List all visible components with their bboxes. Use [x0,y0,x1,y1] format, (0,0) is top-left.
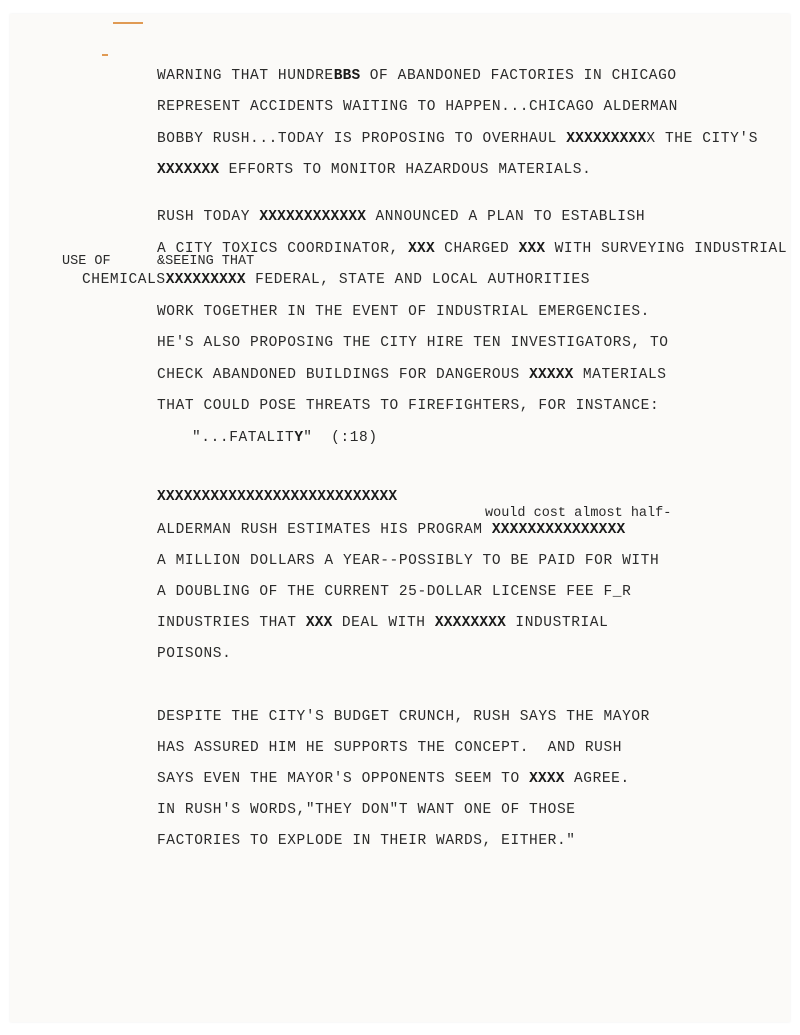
margin-insert-seeing-that: &SEEING THAT [157,254,255,269]
paragraph-4-line-1: DESPITE THE CITY'S BUDGET CRUNCH, RUSH SAYS THE MAYOR [157,709,650,725]
paragraph-4-line-2: HAS ASSURED HIM HE SUPPORTS THE CONCEPT. AND RUSH [157,740,623,756]
handwritten-insert: would cost almost half- [485,506,672,521]
paragraph-3-line-5: POISONS. [157,646,232,662]
ink-mark [102,54,108,56]
paragraph-2-line-7: THAT COULD POSE THREATS TO FIREFIGHTERS, FOR INSTANCE: [157,398,660,414]
paragraph-4-line-5: FACTORIES TO EXPLODE IN THEIR WARDS, EITHER." [157,833,576,849]
paragraph-1-line-1: WARNING THAT HUNDREBBS OF ABANDONED FACTORIES IN CHICAGO [157,68,677,84]
paragraph-3-line-1: ALDERMAN RUSH ESTIMATES HIS PROGRAM XXXXXXXXXXXXXXX [157,522,626,538]
paragraph-1-line-2: REPRESENT ACCIDENTS WAITING TO HAPPEN...CHICAGO ALDERMAN [157,99,678,115]
paragraph-2-line-3: CHEMICALSXXXXXXXXX FEDERAL, STATE AND LOCAL AUTHORITIES [82,272,590,288]
paragraph-2-line-1: RUSH TODAY XXXXXXXXXXXX ANNOUNCED A PLAN TO ESTABLISH [157,209,646,225]
paragraph-2-line-5: HE'S ALSO PROPOSING THE CITY HIRE TEN INVESTIGATORS, TO [157,335,669,351]
struck-out-line: XXXXXXXXXXXXXXXXXXXXXXXXXXX [157,489,398,505]
paragraph-3-line-4: INDUSTRIES THAT XXX DEAL WITH XXXXXXXX INDUSTRIAL [157,615,609,631]
paragraph-1-line-4: XXXXXXX EFFORTS TO MONITOR HAZARDOUS MATERIALS. [157,162,592,178]
paragraph-4-line-4: IN RUSH'S WORDS,"THEY DON"T WANT ONE OF THOSE [157,802,576,818]
paragraph-2-line-6: CHECK ABANDONED BUILDINGS FOR DANGEROUS XXXXX MATERIALS [157,367,667,383]
paragraph-2-line-4: WORK TOGETHER IN THE EVENT OF INDUSTRIAL EMERGENCIES. [157,304,650,320]
paragraph-2-line-2: A CITY TOXICS COORDINATOR, XXX CHARGED XXX WITH SURVEYING INDUSTRIAL [157,241,788,257]
paragraph-4-line-3: SAYS EVEN THE MAYOR'S OPPONENTS SEEM TO XXXX AGREE. [157,771,630,787]
soundbite-cue: "...FATALITY" (:18) [192,430,378,446]
margin-insert-use-of: USE OF [62,254,111,269]
ink-mark [113,22,143,24]
typed-script-page [10,14,790,1022]
paragraph-3-line-3: A DOUBLING OF THE CURRENT 25-DOLLAR LICENSE FEE F_R [157,584,632,600]
paragraph-3-line-2: A MILLION DOLLARS A YEAR--POSSIBLY TO BE PAID FOR WITH [157,553,660,569]
paragraph-1-line-3: BOBBY RUSH...TODAY IS PROPOSING TO OVERHAUL XXXXXXXXXX THE CITY'S [157,131,759,147]
